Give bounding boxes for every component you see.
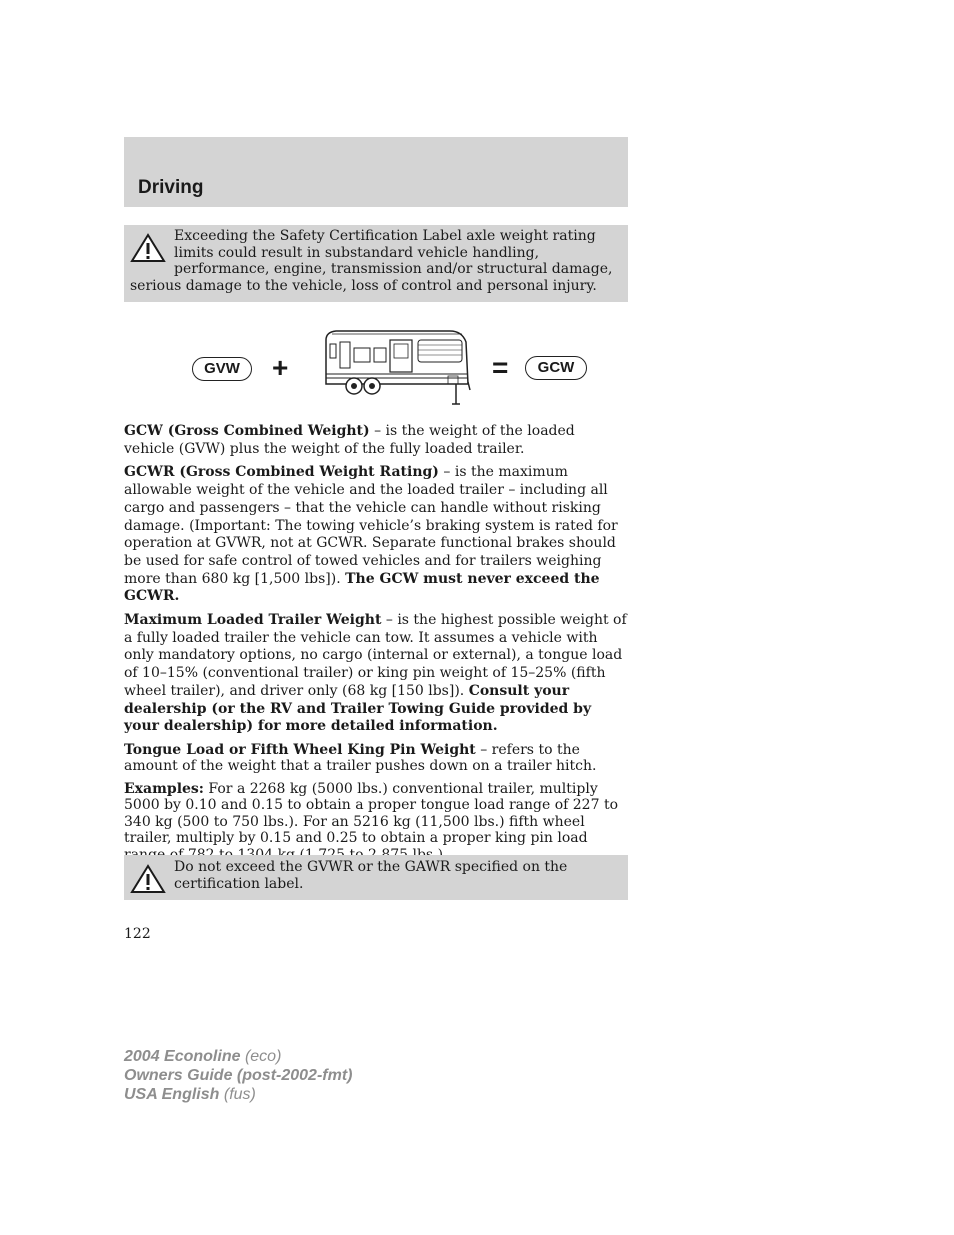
gcw-label: GCW — [525, 356, 587, 380]
section-title: Driving — [138, 177, 204, 198]
warning-text: Exceeding the Safety Certification Label axle weight rating limits could result in substandard vehicle handling, performance, engine, transmission and/or structural damage, serious damage to the vehicle, loss of control and personal injury. — [130, 228, 613, 294]
document-footer — [124, 1047, 352, 1104]
warning-triangle-icon — [130, 232, 166, 264]
max-trailer-weight-paragraph: Maximum Loaded Trailer Weight – is the highest possible weight of a fully loaded trailer the vehicle can tow. It assumes a vehicle with only mandatory options, no cargo (internal or external), a tongue load of 10–15% (conventional trailer) or king pin weight of 15–25% (fifth wheel trailer), and driver only (68 kg [150 lbs]). Consult your dealership (or the RV and Trailer Towing Guide provided by your dealership) for more detailed information. — [124, 612, 627, 735]
equals-sign: = — [492, 352, 509, 383]
plus-sign: + — [272, 352, 289, 383]
warning-box-axle — [124, 225, 628, 302]
section-header-band — [124, 137, 628, 207]
examples-paragraph: Examples: For a 2268 kg (5000 lbs.) conventional trailer, multiply 5000 by 0.10 and 0.15 to obtain a proper tongue load range of 227 to 340 kg (500 to 750 lbs.). For an 5216 kg (11,500 lbs.) fifth wheel trailer, multiply by 0.15 and 0.25 to obtain a proper king pin load — [124, 780, 618, 847]
warning-text: Do not exceed the GVWR or the GAWR specified on the certification label. — [174, 859, 568, 892]
definitions-text — [124, 423, 628, 869]
warning-box-gvwr — [124, 855, 628, 900]
footer-line-model: 2004 Econoline (eco) — [124, 1048, 282, 1065]
footer-line-guide: Owners Guide (post-2002-fmt) — [124, 1067, 353, 1084]
gcw-paragraph: GCW (Gross Combined Weight) – is the weight of the loaded vehicle (GVW) plus the weight of the fully loaded trailer. — [124, 423, 575, 457]
gvw-label: GVW — [192, 357, 252, 381]
gcwr-paragraph: GCWR (Gross Combined Weight Rating) – is the maximum allowable weight of the vehicle and the loaded trailer – including all cargo and passengers – that the vehicle can handle without risking damage. (Important: The towing vehicle’s braking system is rated for operation at GVWR, not at GCWR. Separate functional brakes should be used for safe control of towed vehicles and for trailers weighing more than 680 kg [1,500 lbs]). The GCW must never exceed the GCWR. — [124, 464, 618, 605]
tongue-load-paragraph: Tongue Load or Fifth Wheel King Pin Weight – refers to the amount of the weight that a trailer pushes down on a trailer hitch. — [124, 741, 597, 775]
warning-triangle-icon — [130, 863, 166, 895]
page-number: 122 — [124, 926, 151, 942]
gcw-diagram — [124, 322, 628, 408]
travel-trailer-icon — [322, 324, 472, 408]
footer-line-language: USA English (fus) — [124, 1086, 256, 1103]
